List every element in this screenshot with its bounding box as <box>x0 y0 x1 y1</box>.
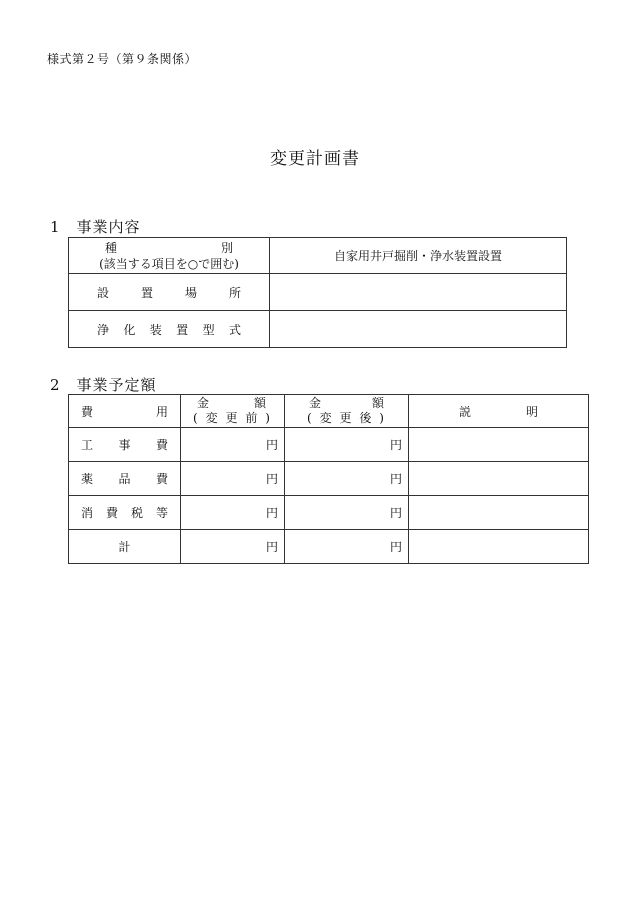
label-char: 置 <box>176 322 189 337</box>
header-char: 金 <box>309 396 322 410</box>
type-label-note: (該当する項目を○で囲む) <box>99 256 239 271</box>
category-char: 等 <box>155 506 168 520</box>
header-char: 用 <box>155 404 168 419</box>
location-value-cell[interactable] <box>270 274 567 311</box>
header-char: ( <box>307 411 312 425</box>
budget-table <box>68 394 589 564</box>
label-char: 置 <box>140 285 153 300</box>
amount-after-header-cell <box>285 395 409 428</box>
header-char: 変 <box>319 411 332 425</box>
label-char: 型 <box>202 322 215 337</box>
label-char: 種 <box>105 240 118 255</box>
label-char: 別 <box>220 240 233 255</box>
description-cell[interactable] <box>409 428 589 462</box>
table-row <box>69 274 567 311</box>
category-char: 費 <box>105 506 118 520</box>
section-2-heading: 2 事業予定額 <box>50 376 157 394</box>
amount-after-cell[interactable]: 円 <box>285 428 409 462</box>
category-char: 事 <box>118 438 131 452</box>
header-char: ) <box>265 411 270 425</box>
header-char: ( <box>193 411 198 425</box>
label-char: 場 <box>184 285 197 300</box>
category-char: 品 <box>118 472 131 486</box>
header-char: 説 <box>459 404 472 419</box>
header-char: 変 <box>205 411 218 425</box>
category-char: 計 <box>118 540 131 554</box>
table-row <box>69 428 589 462</box>
header-char: 明 <box>525 404 538 419</box>
type-label-cell <box>69 238 270 274</box>
label-char: 式 <box>228 322 241 337</box>
label-char: 装 <box>149 322 162 337</box>
device-model-value-cell[interactable] <box>270 311 567 348</box>
type-value-cell[interactable]: 自家用井戸掘削・浄水装置設置 <box>270 238 567 274</box>
cost-category-cell <box>69 496 181 530</box>
category-char: 費 <box>155 472 168 486</box>
label-char: 設 <box>97 285 110 300</box>
header-char: 額 <box>253 396 266 410</box>
description-header-cell <box>409 395 589 428</box>
header-char: 更 <box>225 411 238 425</box>
total-label-cell <box>69 530 181 564</box>
form-number: 様式第２号（第９条関係） <box>47 52 198 66</box>
header-char: 額 <box>371 396 384 410</box>
amount-before-cell[interactable]: 円 <box>181 428 285 462</box>
header-char: 金 <box>197 396 210 410</box>
category-char: 工 <box>81 438 94 452</box>
header-char: ) <box>379 411 384 425</box>
header-char: 前 <box>245 411 258 425</box>
table-row <box>69 530 589 564</box>
amount-after-cell[interactable]: 円 <box>285 462 409 496</box>
cost-category-cell <box>69 428 181 462</box>
device-model-label-cell <box>69 311 270 348</box>
category-char: 税 <box>130 506 143 520</box>
description-cell[interactable] <box>409 462 589 496</box>
header-char: 後 <box>359 411 372 425</box>
cost-category-cell <box>69 462 181 496</box>
amount-after-cell[interactable]: 円 <box>285 496 409 530</box>
description-cell[interactable] <box>409 496 589 530</box>
table-header-row <box>69 395 589 428</box>
amount-before-cell[interactable]: 円 <box>181 462 285 496</box>
cost-header-cell <box>69 395 181 428</box>
table-row <box>69 311 567 348</box>
amount-before-header-cell <box>181 395 285 428</box>
header-char: 更 <box>339 411 352 425</box>
total-after-cell[interactable]: 円 <box>285 530 409 564</box>
table-row <box>69 238 567 274</box>
label-char: 化 <box>123 322 136 337</box>
table-row <box>69 462 589 496</box>
document-title: 変更計画書 <box>270 149 360 169</box>
category-char: 薬 <box>81 472 94 486</box>
category-char: 消 <box>81 506 94 520</box>
business-content-table <box>68 237 567 348</box>
amount-before-cell[interactable]: 円 <box>181 496 285 530</box>
total-before-cell[interactable]: 円 <box>181 530 285 564</box>
table-row <box>69 496 589 530</box>
category-char: 費 <box>155 438 168 452</box>
location-label-cell <box>69 274 270 311</box>
label-char: 所 <box>228 285 241 300</box>
description-cell[interactable] <box>409 530 589 564</box>
section-1-heading: 1 事業内容 <box>50 218 141 236</box>
label-char: 浄 <box>97 322 110 337</box>
header-char: 費 <box>81 404 94 419</box>
